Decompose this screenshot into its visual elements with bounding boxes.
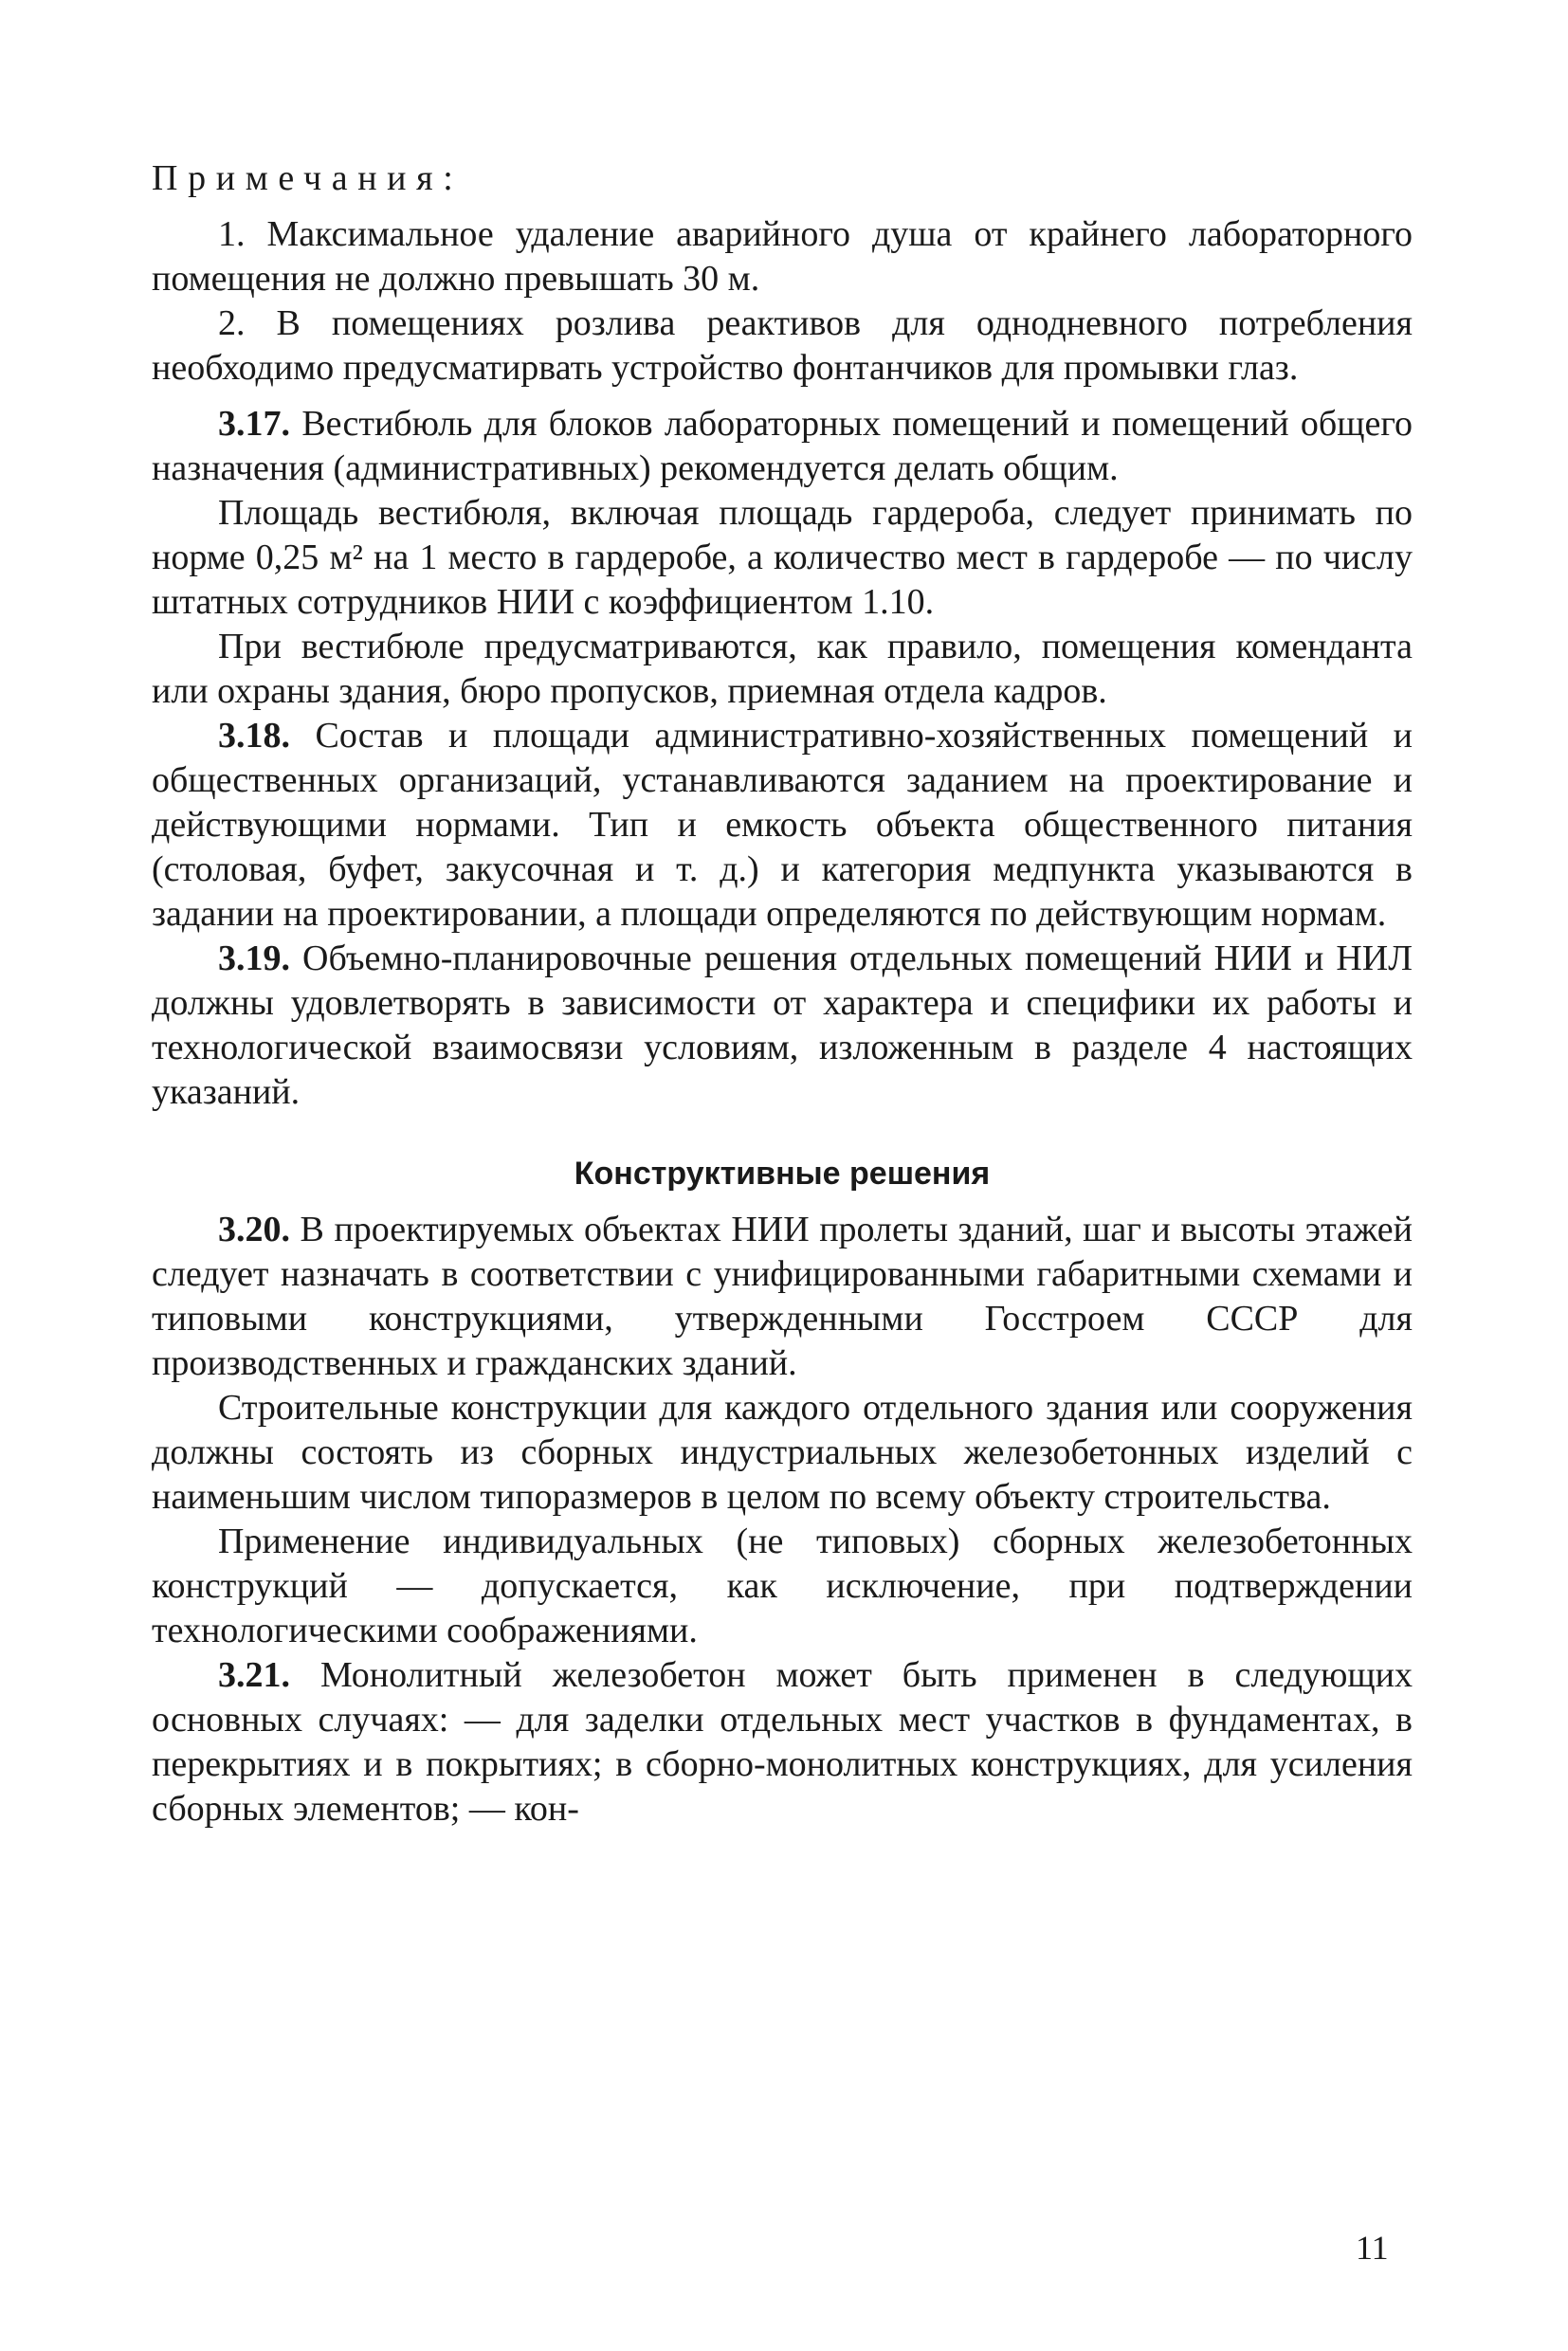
note-2: 2. В помещениях розлива реактивов для однодневного потребления необходимо предусматирвать устройство фонтанчиков для промывки глаз.	[152, 303, 1413, 388]
paragraph-number: 3.21.	[218, 1655, 290, 1695]
paragraph-3-20	[152, 1208, 1413, 1386]
paragraph-number: 3.18.	[218, 716, 290, 756]
paragraph-number: 3.19.	[218, 939, 290, 978]
paragraph-3-20-constructions: Строительные конструкции для каждого отдельного здания или сооружения должны состоять из сборных индустриальных железобетонных изделий с наименьшим числом типоразмеров в целом по всему объекту строительства.	[152, 1388, 1413, 1517]
paragraph-3-20-exceptions: Применение индивидуальных (не типовых) сборных железобетонных конструкций — допускается, как исключение, при подтверждении технологическими соображениями.	[152, 1522, 1413, 1650]
paragraph-text: В проектируемых объектах НИИ пролеты зданий, шаг и высоты этажей следует назначать в соответствии с унифицированными габаритными схемами и типовыми конструкциями, утвержденными Госстроем СССР для производственных и гражданских зданий.	[152, 1210, 1413, 1383]
paragraph-text: Вестибюль для блоков лабораторных помещений и помещений общего назначения (административных) рекомендуется делать общим.	[152, 404, 1413, 488]
note-1: 1. Максимальное удаление аварийного душа от крайнего лабораторного помещения не должно превышать 30 м.	[152, 214, 1413, 299]
page-number: 11	[1356, 2229, 1389, 2267]
paragraph-3-19	[152, 937, 1413, 1115]
text-column	[152, 156, 1413, 1832]
section-title: Конструктивные решения	[574, 1156, 991, 1192]
paragraph-number: 3.20.	[218, 1210, 290, 1249]
paragraph-3-17-vestibule-rooms: При вестибюле предусматриваются, как правило, помещения коменданта или охраны здания, бюро пропусков, приемная отдела кадров.	[152, 627, 1413, 711]
paragraph-text: Монолитный железобетон может быть применен в следующих основных случаях: — для заделки отдельных мест участков в фундаментах, в перекрытиях и в покрытиях; в сборно-монолитных конструкциях, для усиления сборных элементов; — кон-	[152, 1655, 1413, 1829]
paragraph-number: 3.17.	[218, 404, 290, 444]
paragraph-text: Объемно-планировочные решения отдельных помещений НИИ и НИЛ должны удовлетворять в зависимости от характера и специфики их работы и технологической взаимосвязи условиям, изложенным в разделе 4 настоящих указаний.	[152, 939, 1413, 1112]
paragraph-3-17-vestibule-area: Площадь вестибюля, включая площадь гардероба, следует принимать по норме 0,25 м² на 1 место в гардеробе, а количество мест в гардеробе — по числу штатных сотрудников НИИ с коэффициентом 1.10.	[152, 493, 1413, 622]
paragraph-text: Состав и площади административно-хозяйственных помещений и общественных организаций, устанавливаются заданием на проектирование и действующими нормами. Тип и емкость объекта общественного питания (столовая, буфет, закусочная и т. д.) и категория медпункта указываются в задании на проектировании, а площади определяются по действующим нормам.	[152, 716, 1413, 934]
paragraph-3-21	[152, 1653, 1413, 1832]
paragraph-3-17	[152, 402, 1413, 491]
notes-heading: Примечания:	[152, 158, 464, 198]
paragraph-3-18	[152, 714, 1413, 937]
